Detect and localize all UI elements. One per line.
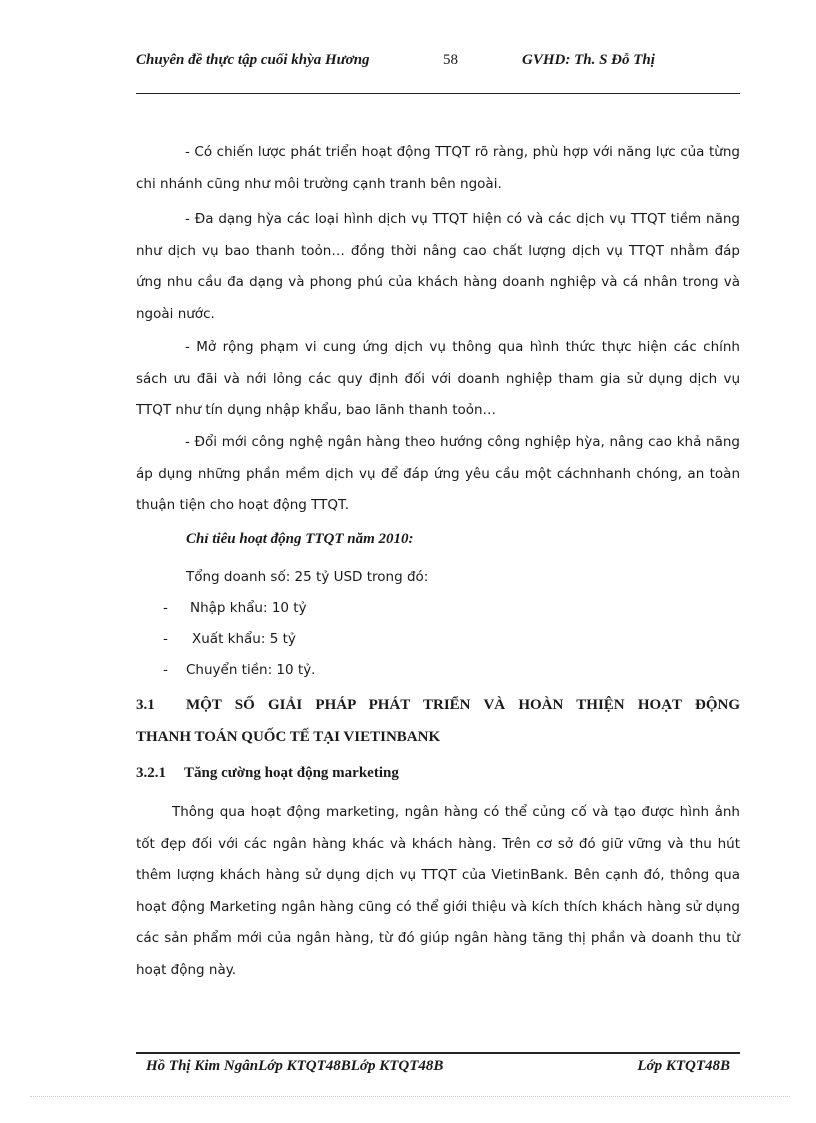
section-number: 3.1 [136,697,155,713]
footer-class: Lớp KTQT48B [637,1058,730,1074]
targets-total: Tổng doanh số: 25 tỷ USD trong đó: [186,569,429,585]
targets-heading: Chỉ tiêu hoạt động TTQT năm 2010: [186,531,414,547]
paragraph-expand-scope: - Mở rộng phạm vi cung ứng dịch vụ thông qua hình thức thực hiện các chính sách ưu đãi và nới lỏng các quy định đối với doanh nghiệp tham gia sử dụng dịch vụ TTQT như tín dụng nhập khẩu, bao lãnh thanh toỏn… [136,339,740,418]
subsection-number: 3.2.1 [136,765,166,781]
paragraph-technology: - Đổi mới công nghệ ngân hàng theo hướng công nghiệp hỳa, nâng cao khả năng áp dụng những phần mềm dịch vụ để đáp ứng yêu cầu một cáchnhanh chóng, an toàn thuận tiện cho hoạt động TTQT. [136,434,740,513]
page-margin-divider [30,1096,790,1097]
list-bullet: - [163,600,168,616]
list-item: Nhập khẩu: 10 tỷ [190,600,307,616]
list-item: Chuyển tiền: 10 tỷ. [186,662,316,678]
subsection-heading [136,765,399,782]
subsection-title: Tăng cường hoạt động marketing [184,765,399,781]
paragraph-strategy: - Có chiến lược phát triển hoạt động TTQT rõ ràng, phù hợp với năng lực của từng chi nhánh cũng như môi trường cạnh tranh bên ngoài. [136,144,740,192]
header-supervisor: GVHD: Th. S Đỗ Thị [522,52,655,68]
section-title-continued: THANH TOÁN QUỐC TẾ TẠI VIETINBANK [136,729,441,745]
list-bullet: - [163,631,168,647]
header-page-number: 58 [443,52,458,68]
footer-author: Hồ Thị Kim NgânLớp KTQT48BLớp KTQT48B [146,1058,444,1074]
paragraph-diversify-services: - Đa dạng hỳa các loại hình dịch vụ TTQT hiện có và các dịch vụ TTQT tiềm năng như dịch vụ bao thanh toỏn… đồng thời nâng cao chất lượng dịch vụ TTQT nhằm đáp ứng nhu cầu đa dạng và phong phú của khách hàng doanh nghiệp và cá nhân trong và ngoài nước. [136,211,740,322]
page-footer [136,1052,740,1084]
section-title: MỘT SỐ GIẢI PHÁP PHÁT TRIỂN VÀ HOÀN THIỆN HOẠT ĐỘNG [186,697,740,713]
header-document-title: Chuyên đề thực tập cuối khỳa Hương [136,52,370,68]
list-bullet: - [163,662,168,678]
paragraph-marketing: Thông qua hoạt động marketing, ngân hàng có thể củng cố và tạo được hình ảnh tốt đẹp đối với các ngân hàng khác và khách hàng. Trên cơ sở đó giữ vững và thu hút thêm lượng khách hàng sử dụng dịch vụ TTQT của VietinBank. Bên cạnh đó, thông qua hoạt động Marketing ngân hàng cũng có thể giới thiệu và kích thích khách hàng sử dụng các sản phẩm mới của ngân hàng, từ đó giúp ngân hàng tăng thị phần và doanh thu từ hoạt động này. [136,804,740,978]
page-header [136,48,740,94]
list-item: Xuất khẩu: 5 tỷ [192,631,296,647]
